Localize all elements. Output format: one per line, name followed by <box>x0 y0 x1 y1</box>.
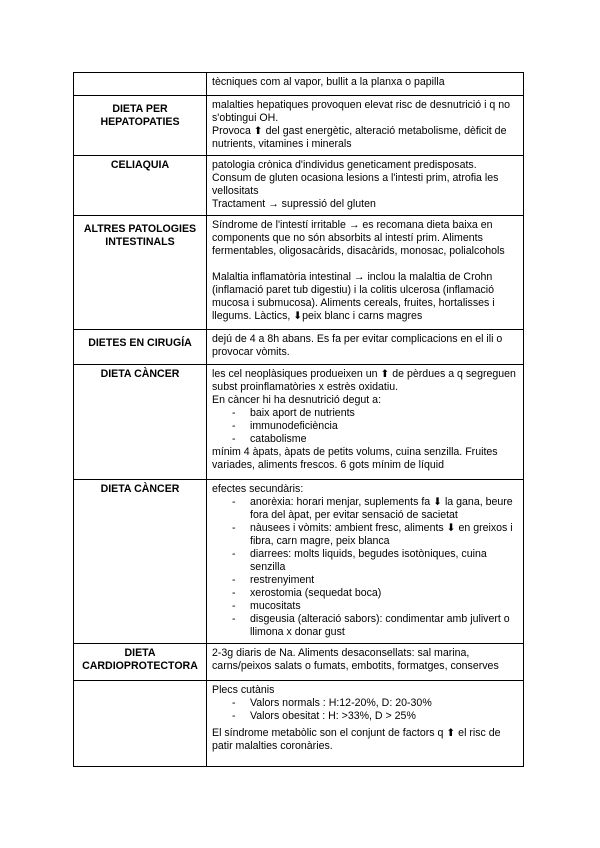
row-content: Plecs cutànis - Valors normals : H:12-20%, D: 20-30% - Valors obesitat : H: >33%, D > 25% El síndrome metabòlic son el conjunt de factors q ⬆ el risc de patir malalties coronàries. <box>207 681 524 767</box>
list-item: - baix aport de nutrients <box>232 407 518 420</box>
table-row <box>74 330 524 365</box>
table-row <box>74 96 524 156</box>
list-item: - anorèxia: horari menjar, suplements fa ⬇ la gana, beure fora del àpat, per evitar sensació de sacietat <box>232 496 518 522</box>
row-label: DIETA CÀNCER <box>74 365 207 480</box>
table-row <box>74 73 524 96</box>
row-label: DIETES EN CIRUGÍA <box>74 330 207 365</box>
list-item: - diarrees: molts liquids, begudes isotòniques, cuina senzilla <box>232 548 518 574</box>
bullet-list <box>212 407 518 446</box>
row-content: dejú de 4 a 8h abans. Es fa per evitar complicacions en el ili o provocar vòmits. <box>207 330 524 365</box>
row-label: CELIAQUIA <box>74 156 207 216</box>
row-content: efectes secundàris: - anorèxia: horari menjar, suplements fa ⬇ la gana, beure fora del àpat, per evitar sensació de sacietat - nàusees i vòmits: ambient fresc, aliments ⬇ en greixos i fibra, carn magre, peix blanca - diarrees: molts liquids, begudes isotòniques, cuina senzilla - restrenyiment - xerostomia (sequedat boca) - mucositats - disgeusia (alteració sabors): condimentar amb julivert o llimona x donar gust <box>207 480 524 644</box>
list-item: - restrenyiment <box>232 574 518 587</box>
list-item: - xerostomia (sequedat boca) <box>232 587 518 600</box>
row-label: ALTRES PATOLOGIES INTESTINALS <box>74 216 207 330</box>
row-label-empty <box>74 73 207 96</box>
row-label: DIETA CÀNCER <box>74 480 207 644</box>
list-item: - Valors obesitat : H: >33%, D > 25% <box>232 710 518 723</box>
list-item: - immunodeficiència <box>232 420 518 433</box>
row-label-empty <box>74 681 207 767</box>
bullet-list <box>212 496 518 639</box>
list-item: - mucositats <box>232 600 518 613</box>
row-content: patologia crònica d'individus geneticament predisposats. Consum de gluten ocasiona lesions a l'intesti prim, atrofia les vellositats Tractament → supressió del gluten <box>207 156 524 216</box>
row-content: les cel neoplàsiques produeixen un ⬆ de pèrdues a q segreguen subst proinflamatòries x estrès oxidatiu. En càncer hi ha desnutrició degut a: - baix aport de nutrients - immunodeficiència - catabolisme mínim 4 àpats, àpats de petits volums, cuina senzilla. Fruites variades, aliments frescos. 6 gots mínim de líquid <box>207 365 524 480</box>
list-item: - catabolisme <box>232 433 518 446</box>
diet-table <box>73 72 524 767</box>
table-row <box>74 365 524 480</box>
bullet-list <box>212 697 518 723</box>
row-content: tècniques com al vapor, bullit a la planxa o papilla <box>207 73 524 96</box>
row-label: DIETA PER HEPATOPATIES <box>74 96 207 156</box>
table-row <box>74 644 524 681</box>
row-content: 2-3g diaris de Na. Aliments desaconsellats: sal marina, carns/peixos salats o fumats, embotits, formatges, conserves <box>207 644 524 681</box>
table-row <box>74 681 524 767</box>
list-item: - disgeusia (alteració sabors): condimentar amb julivert o llimona x donar gust <box>232 613 518 639</box>
list-item: - Valors normals : H:12-20%, D: 20-30% <box>232 697 518 710</box>
table-row <box>74 480 524 644</box>
row-content: Síndrome de l'intestí irritable → es recomana dieta baixa en components que no són absorbits al intestí prim. Aliments fermentables, oligosacàrids, disacàrids, monosac, polialcohols Malaltia inflamatòria intestinal → inclou la malaltia de Crohn (inflamació paret tub digestiu) i la colitis ulcerosa (inflamació mucosa i submucosa). Aliments cereals, fruites, hortalisses i llegums. Làctics, ⬇peix blanc i carns magres <box>207 216 524 330</box>
table-row <box>74 216 524 330</box>
row-content: malalties hepatiques provoquen elevat risc de desnutrició i q no s'obtingui OH. Provoca ⬆ del gast energètic, alteració metabolisme, dèficit de nutrients, vitamines i minerals <box>207 96 524 156</box>
row-label: DIETA CARDIOPROTECTORA <box>74 644 207 681</box>
list-item: - nàusees i vòmits: ambient fresc, aliments ⬇ en greixos i fibra, carn magre, peix blanca <box>232 522 518 548</box>
table-row <box>74 156 524 216</box>
